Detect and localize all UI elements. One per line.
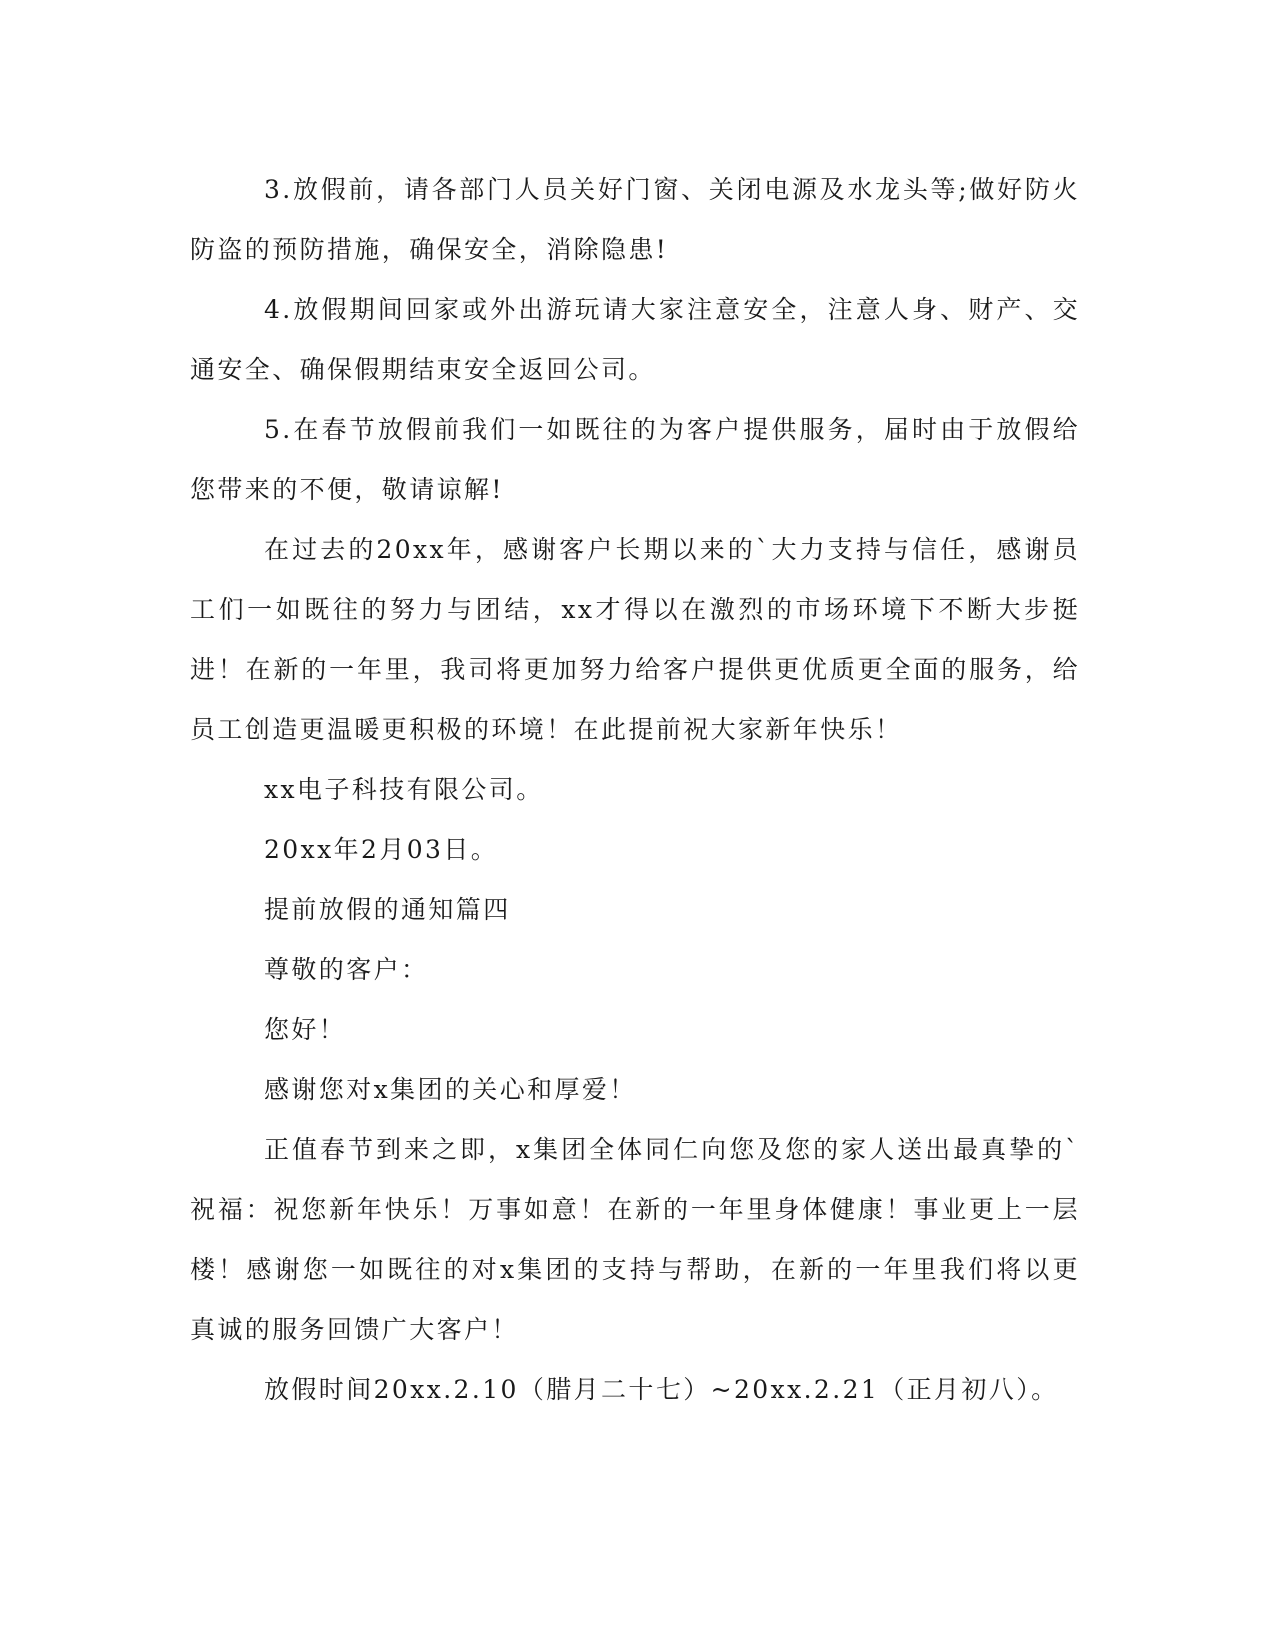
paragraph-item-4: 4.放假期间回家或外出游玩请大家注意安全，注意人身、财产、交通安全、确保假期结束安全返回公司。 (190, 295, 1080, 384)
company-signature: xx电子科技有限公司。 (264, 775, 544, 804)
thanks-line: 感谢您对x集团的关心和厚爱！ (264, 1075, 637, 1104)
salutation: 尊敬的客户： (264, 955, 429, 984)
paragraph-item-3: 3.放假前，请各部门人员关好门窗、关闭电源及水龙头等;做好防火防盗的预防措施，确保安全，消除隐患! (190, 175, 1080, 264)
paragraph-blessing: 正值春节到来之即，x集团全体同仁向您及您的家人送出最真挚的`祝福：祝您新年快乐！万事如意！在新的一年里身体健康！事业更上一层楼！感谢您一如既往的对x集团的支持与帮助，在新的一年里我们将以更真诚的服务回馈广大客户！ (190, 1135, 1080, 1344)
paragraph-item-5: 5.在春节放假前我们一如既往的为客户提供服务，届时由于放假给您带来的不便，敬请谅解! (190, 415, 1080, 504)
holiday-period: 放假时间20xx.2.10（腊月二十七）~20xx.2.21（正月初八）。 (264, 1375, 1059, 1404)
greeting: 您好！ (264, 1015, 347, 1044)
signature-date: 20xx年2月03日。 (264, 835, 499, 864)
document-body (190, 160, 1080, 1420)
paragraph-thanks: 在过去的20xx年，感谢客户长期以来的`大力支持与信任，感谢员工们一如既往的努力与团结，xx才得以在激烈的市场环境下不断大步挺进！在新的一年里，我司将更加努力给客户提供更优质更全面的服务，给员工创造更温暖更积极的环境！在此提前祝大家新年快乐！ (190, 535, 1080, 744)
section-heading: 提前放假的通知篇四 (264, 895, 511, 924)
